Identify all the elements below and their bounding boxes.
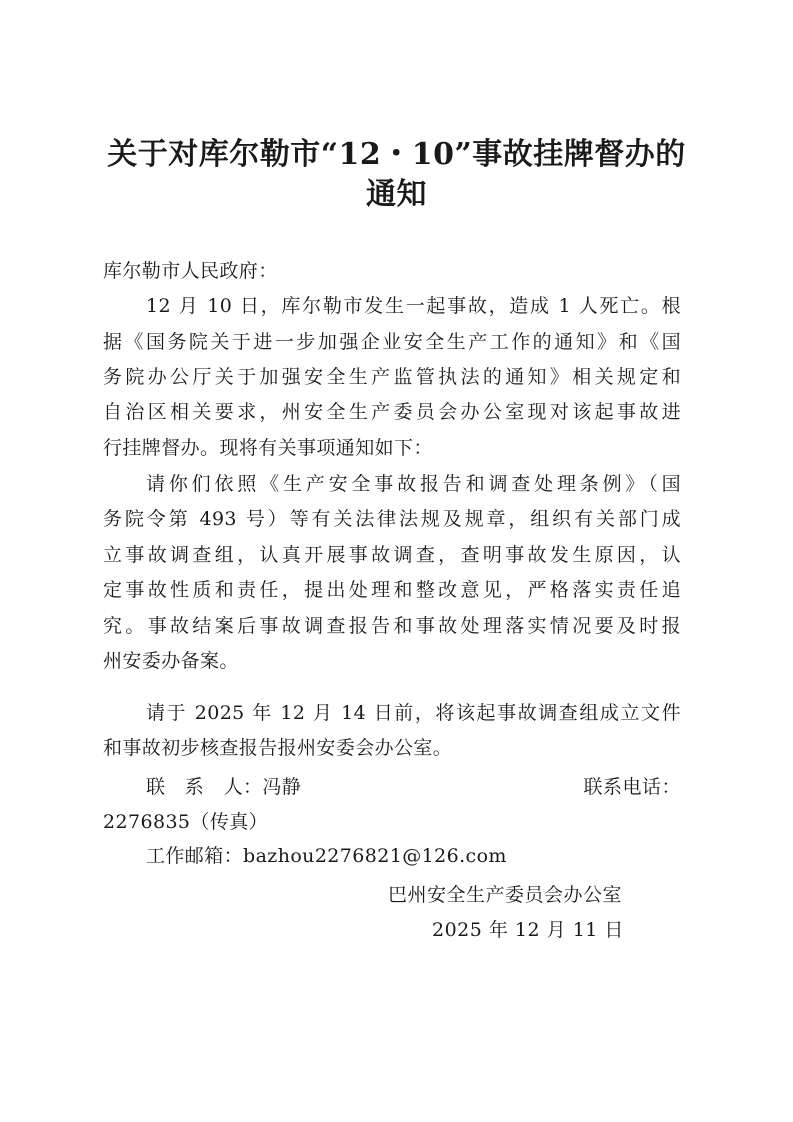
issue-date: 2025 年 12 月 11 日 bbox=[432, 919, 624, 941]
contact-person: 联 系 人：冯静 bbox=[146, 776, 302, 798]
paragraph1-line: 12 月 10 日，库尔勒市发生一起事故，造成 1 人死亡。根 bbox=[146, 295, 681, 317]
paragraph2-line: 究。事故结案后事故调查报告和事故处理落实情况要及时报 bbox=[103, 615, 681, 637]
contact-phone-label: 联系电话： bbox=[583, 776, 681, 798]
paragraph3-line: 和事故初步核查报告报州安委会办公室。 bbox=[103, 737, 453, 759]
paragraph2-line: 请你们依照《生产安全事故报告和调查处理条例》（国 bbox=[146, 473, 681, 495]
paragraph2-line: 州安委办备案。 bbox=[103, 650, 239, 672]
paragraph2-line: 立事故调查组，认真开展事故调查，查明事故发生原因，认 bbox=[103, 544, 681, 566]
paragraph1-line: 据《国务院关于进一步加强企业安全生产工作的通知》和《国 bbox=[103, 331, 681, 353]
paragraph2-line: 务院令第 493 号）等有关法律法规及规章，组织有关部门成 bbox=[103, 508, 681, 530]
paragraph2-line: 定事故性质和责任，提出处理和整改意见，严格落实责任追 bbox=[103, 579, 681, 601]
salutation: 库尔勒市人民政府： bbox=[103, 260, 278, 282]
paragraph3-line: 请于 2025 年 12 月 14 日前，将该起事故调查组成立文件 bbox=[146, 702, 681, 724]
paragraph1-line: 务院办公厅关于加强安全生产监管执法的通知》相关规定和 bbox=[103, 366, 681, 388]
contact-phone-value: 2276835（传真） bbox=[103, 811, 269, 833]
issuer-name: 巴州安全生产委员会办公室 bbox=[388, 884, 623, 906]
contact-email: 工作邮箱：bazhou2276821@126.com bbox=[146, 845, 507, 867]
paragraph1-line: 自治区相关要求，州安全生产委员会办公室现对该起事故进 bbox=[103, 401, 681, 423]
document-title-line2: 通知 bbox=[366, 177, 427, 212]
document-title-line1: 关于对库尔勒市“12・10”事故挂牌督办的 bbox=[107, 137, 686, 172]
paragraph1-line: 行挂牌督办。现将有关事项通知如下： bbox=[103, 437, 433, 459]
